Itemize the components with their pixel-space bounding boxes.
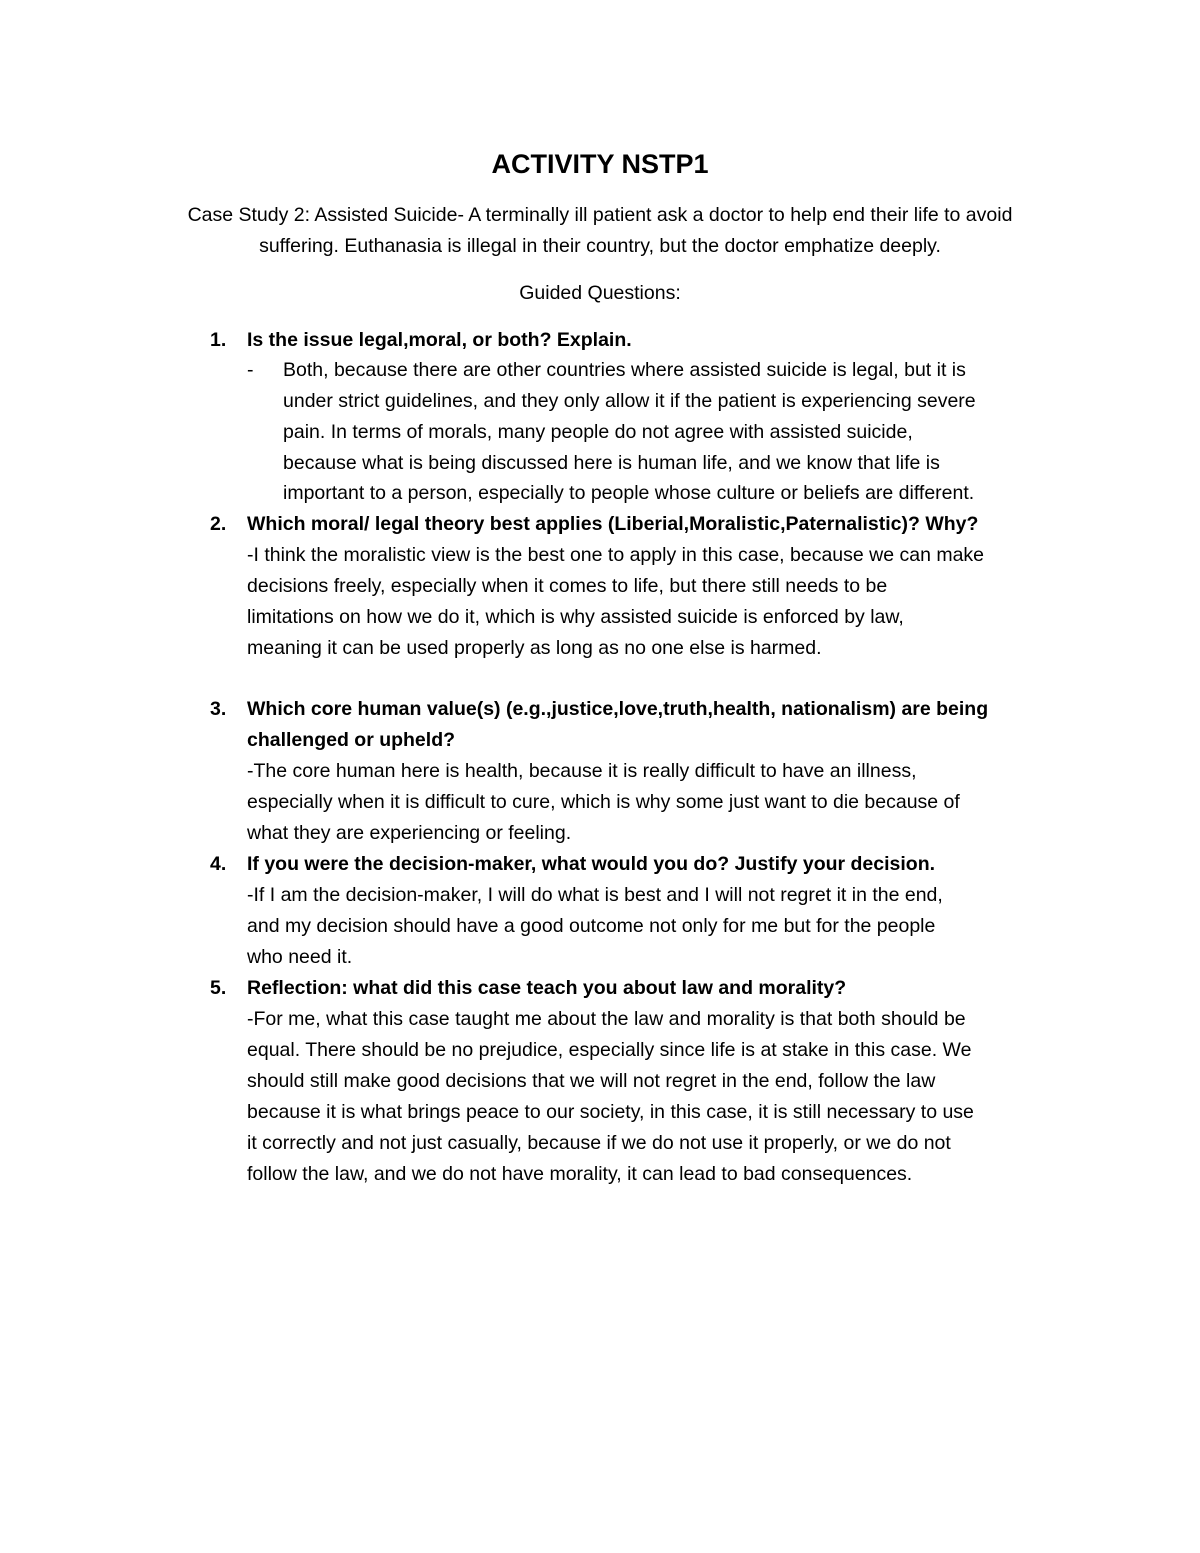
answer-line: decisions freely, especially when it comes to life, but there still needs to be [247,575,888,597]
question-number: 4. [210,853,227,875]
question-text: Which core human value(s) (e.g.,justice,love,truth,health, nationalism) are being [247,698,989,720]
answer-line: and my decision should have a good outcome not only for me but for the people [247,915,936,937]
question-text: If you were the decision-maker, what would you do? Justify your decision. [247,853,936,875]
answer-line: what they are experiencing or feeling. [247,822,572,844]
question-number: 2. [210,513,227,535]
answer-line: meaning it can be used properly as long as no one else is harmed. [247,637,822,659]
answer-line: pain. In terms of morals, many people do not agree with assisted suicide, [283,421,913,443]
question-number: 3. [210,698,227,720]
answer-line: under strict guidelines, and they only allow it if the patient is experiencing severe [283,390,976,412]
answer-line: -The core human here is health, because it is really difficult to have an illness, [247,760,917,782]
answer-line: -If I am the decision-maker, I will do what is best and I will not regret it in the end, [247,884,943,906]
answer-line: -I think the moralistic view is the best one to apply in this case, because we can make [247,544,985,566]
document-title: ACTIVITY NSTP1 [491,149,709,179]
answer-line: follow the law, and we do not have morality, it can lead to bad consequences. [247,1163,913,1185]
case-intro-line: suffering. Euthanasia is illegal in their country, but the doctor emphatize deeply. [259,235,941,257]
answer-line: because what is being discussed here is human life, and we know that life is [283,452,940,474]
answer-line: limitations on how we do it, which is why assisted suicide is enforced by law, [247,606,904,628]
answer-line: who need it. [247,946,353,968]
answer-line: should still make good decisions that we will not regret in the end, follow the law [247,1070,936,1092]
answer-line: important to a person, especially to people whose culture or beliefs are different. [283,482,975,504]
question-text: challenged or upheld? [247,729,456,751]
answer-line: it correctly and not just casually, because if we do not use it properly, or we do not [247,1132,951,1154]
question-text: Which moral/ legal theory best applies (Liberial,Moralistic,Paternalistic)? Why? [247,513,979,535]
answer-line: especially when it is difficult to cure, which is why some just want to die because of [247,791,960,813]
guided-questions-label: Guided Questions: [519,282,681,304]
question-number: 5. [210,977,227,999]
case-intro-line: Case Study 2: Assisted Suicide- A terminally ill patient ask a doctor to help end their life to avoid [187,204,1013,226]
answer-line: because it is what brings peace to our society, in this case, it is still necessary to use [247,1101,974,1123]
question-text: Reflection: what did this case teach you about law and morality? [247,977,847,999]
answer-bullet-dash: - [247,359,254,381]
answer-line: -For me, what this case taught me about the law and morality is that both should be [247,1008,966,1030]
question-text: Is the issue legal,moral, or both? Explain. [247,329,632,351]
answer-line: equal. There should be no prejudice, especially since life is at stake in this case. We [247,1039,972,1061]
question-number: 1. [210,329,227,351]
answer-line: Both, because there are other countries where assisted suicide is legal, but it is [283,359,966,381]
